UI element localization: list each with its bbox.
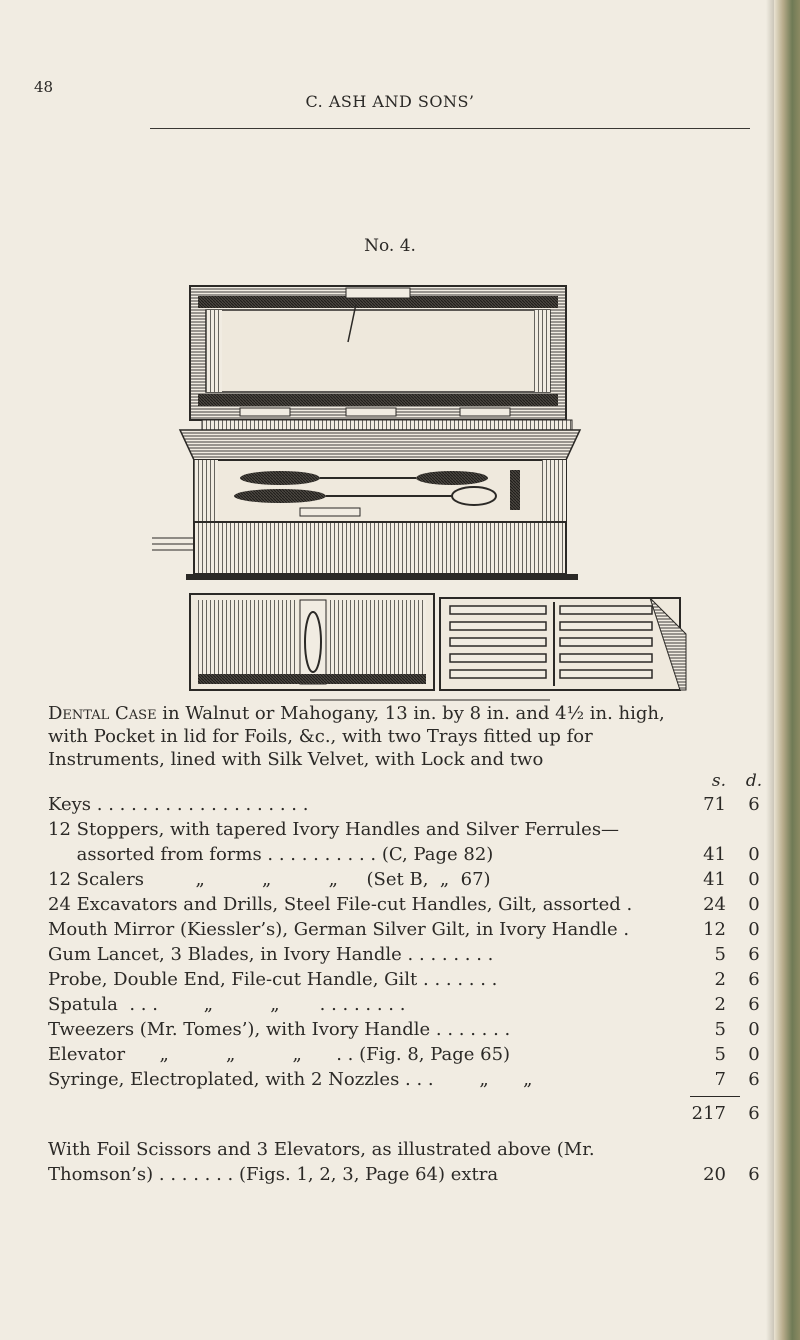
case-description	[48, 702, 688, 771]
price-row	[0, 893, 768, 916]
item-shillings: 41	[703, 844, 726, 865]
item-shillings: 12	[703, 919, 726, 940]
price-row	[0, 1043, 768, 1066]
total-shillings: 217	[691, 1103, 726, 1124]
item-shillings: 2	[714, 994, 726, 1015]
price-row	[0, 868, 768, 891]
page-edge-shadow	[774, 0, 800, 1340]
dental-case-engraving	[150, 282, 690, 710]
figure-label: No. 4.	[364, 236, 416, 256]
item-label: Tweezers (Mr. Tomes’), with Ivory Handle . . . . . . .	[48, 1019, 511, 1040]
price-row	[0, 818, 768, 841]
item-shillings: 41	[703, 869, 726, 890]
item-pence: 0	[748, 1044, 760, 1065]
price-row	[0, 843, 768, 866]
item-pence: 0	[748, 869, 760, 890]
item-label: Spatula . . . „ „ . . . . . . . .	[48, 994, 406, 1015]
extra-line-1	[0, 1138, 768, 1161]
item-label: 12 Stoppers, with tapered Ivory Handles and Silver Ferrules—	[48, 819, 620, 840]
item-label: Keys . . . . . . . . . . . . . . . . . . .	[48, 794, 309, 815]
item-label: Mouth Mirror (Kiessler’s), German Silver Gilt, in Ivory Handle .	[48, 919, 630, 940]
extra-text-2: Thomson’s) . . . . . . . (Figs. 1, 2, 3, Page 64) extra	[48, 1164, 499, 1185]
item-pence: 6	[748, 994, 760, 1015]
extra-pence: 6	[748, 1164, 760, 1185]
extra-shillings: 20	[703, 1164, 726, 1185]
description-lead: Dental Case	[48, 703, 157, 724]
item-label: Elevator „ „ „ . . (Fig. 8, Page 65)	[48, 1044, 511, 1065]
item-pence: 0	[748, 919, 760, 940]
item-shillings: 5	[714, 944, 726, 965]
item-label: 12 Scalers „ „ „ (Set B, „ 67)	[48, 869, 491, 890]
item-label: 24 Excavators and Drills, Steel File-cut Handles, Gilt, assorted .	[48, 894, 633, 915]
page-number: 48	[34, 78, 54, 96]
item-label: Probe, Double End, File-cut Handle, Gilt . . . . . . .	[48, 969, 498, 990]
item-pence: 6	[748, 969, 760, 990]
price-row	[0, 943, 768, 966]
item-pence: 6	[748, 1069, 760, 1090]
price-row	[0, 1018, 768, 1041]
column-header-row	[0, 770, 768, 793]
running-head: C. ASH AND SONS’	[305, 92, 475, 111]
total-row	[0, 1102, 768, 1125]
item-shillings: 7	[714, 1069, 726, 1090]
description-text: in Walnut or Mahogany, 13 in. by 8 in. and 4½ in. high, with Pocket in lid for Foils, &c., with two Trays fitted up for Instruments, lined with Silk Velvet, with Lock and two	[48, 703, 665, 770]
total-rule	[690, 1096, 740, 1097]
price-row	[0, 993, 768, 1016]
item-label: Gum Lancet, 3 Blades, in Ivory Handle . . . . . . . .	[48, 944, 494, 965]
price-row	[0, 1068, 768, 1091]
item-pence: 6	[748, 944, 760, 965]
item-shillings: 24	[703, 894, 726, 915]
shillings-header: s.	[711, 771, 726, 791]
extra-text-1: With Foil Scissors and 3 Elevators, as illustrated above (Mr.	[48, 1139, 595, 1160]
header-rule	[150, 128, 750, 129]
pence-header: d.	[745, 771, 763, 791]
item-shillings: 71	[703, 794, 726, 815]
price-row	[0, 793, 768, 816]
total-pence: 6	[748, 1103, 760, 1124]
item-shillings: 2	[714, 969, 726, 990]
item-shillings: 5	[714, 1019, 726, 1040]
item-shillings: 5	[714, 1044, 726, 1065]
item-pence: 0	[748, 894, 760, 915]
item-pence: 0	[748, 1019, 760, 1040]
item-label: Syringe, Electroplated, with 2 Nozzles . . . „ „	[48, 1069, 533, 1090]
price-row	[0, 968, 768, 991]
item-label: assorted from forms . . . . . . . . . . (C, Page 82)	[48, 844, 494, 865]
extra-line-2	[0, 1163, 768, 1186]
item-pence: 0	[748, 844, 760, 865]
price-row	[0, 918, 768, 941]
item-pence: 6	[748, 794, 760, 815]
